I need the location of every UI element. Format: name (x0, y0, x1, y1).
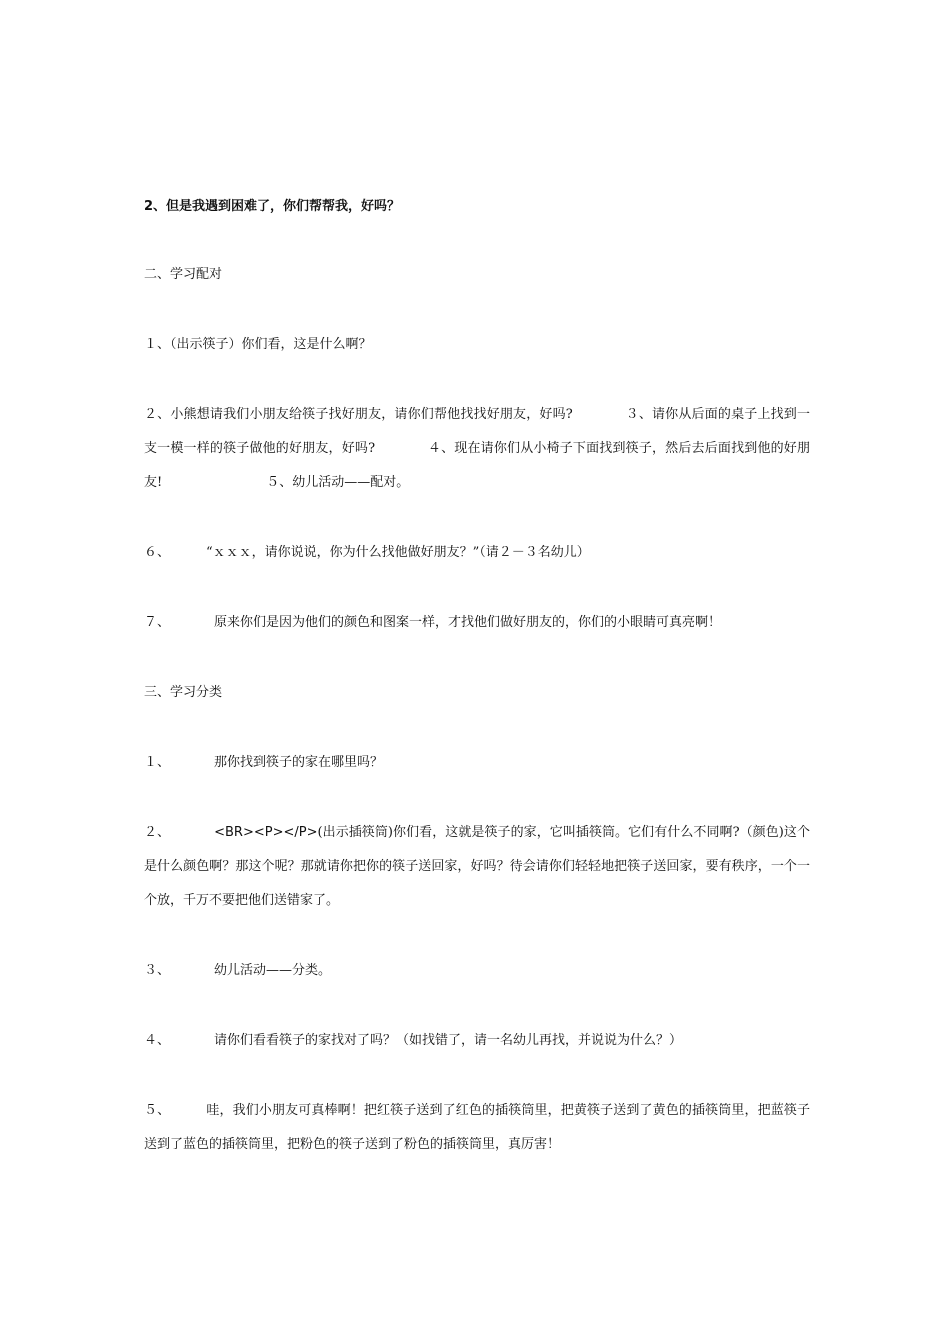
paragraph-sorting-2 (144, 816, 810, 918)
section-heading-sorting: 三、学习分类 (144, 685, 223, 700)
item-text: “ｘｘｘ，请你说说，你为什么找他做好朋友？”（请２－３名幼儿） (206, 545, 590, 560)
paragraph-intro-text: 2、但是我遇到困难了，你们帮帮我，好吗？ (144, 199, 401, 214)
item-text: 哇，我们小朋友可真棒啊！把红筷子送到了红色的插筷筒里，把黄筷子送到了黄色的插筷筒里，把蓝筷子送到了蓝色的插筷筒里，把粉色的筷子送到了粉色的插筷筒里，真厉害！ (144, 1103, 810, 1152)
paragraph-sorting-1 (144, 746, 810, 780)
paragraph-matching-1: １、（出示筷子）你们看，这是什么啊？ (144, 337, 372, 352)
paragraph-matching-2-5: ２、小熊想请我们小朋友给筷子找好朋友，请你们帮他找找好朋友，好吗? ３、请你从后面的桌子上找到一支一模一样的筷子做他的好朋友，好吗? ４、现在请你们从小椅子下面找到筷子，然后去后面找到他的好朋友! ５、幼儿活动——配对。 (144, 407, 810, 490)
paragraph-sorting-4 (144, 1024, 810, 1058)
section-heading-matching: 二、学习配对 (144, 267, 223, 282)
html-tag-text: <BR><P></P> (214, 825, 318, 840)
item-number: ３、 (144, 963, 171, 978)
item-text: 请你们看看筷子的家找对了吗？（如找错了，请一名幼儿再找，并说说为什么？） (214, 1033, 683, 1048)
item-number: ４、 (144, 1033, 171, 1048)
paragraph-matching-6 (144, 536, 810, 570)
paragraph-matching-7 (144, 606, 810, 640)
item-text: 原来你们是因为他们的颜色和图案一样，才找他们做好朋友的，你们的小眼睛可真亮啊！ (214, 615, 722, 630)
item-number: ５、 (144, 1103, 171, 1118)
paragraph-sorting-3 (144, 954, 810, 988)
item-text: 那你找到筷子的家在哪里吗？ (214, 755, 384, 770)
item-number: ６、 (144, 545, 171, 560)
item-number: ７、 (144, 615, 171, 630)
item-number: ２、 (144, 825, 171, 840)
item-number: １、 (144, 755, 171, 770)
item-text: 幼儿活动——分类。 (214, 963, 332, 978)
paragraph-intro (144, 190, 810, 224)
paragraph-sorting-5 (144, 1094, 810, 1162)
item-text: (出示插筷筒)你们看，这就是筷子的家，它叫插筷筒。它们有什么不同啊?（颜色)这个是什么颜色啊？那这个呢？那就请你把你的筷子送回家，好吗？待会请你们轻轻地把筷子送回家，要有秩序，一个一个放，千万不要把他们送错家了。 (144, 825, 810, 908)
